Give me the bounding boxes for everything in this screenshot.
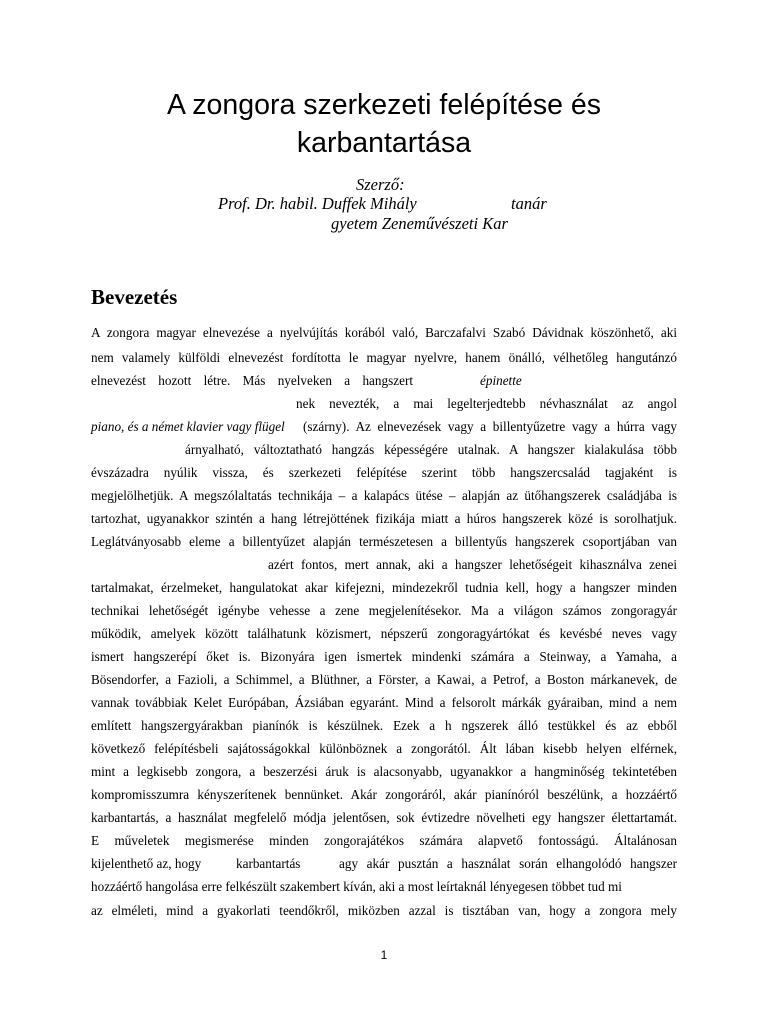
body-line: következő felépítésbeli sajátosságokkal különböznek a zongorától. Ált lában kisebb helyen elférnek, xyxy=(91,741,677,756)
title-line-2: karbantartása xyxy=(296,127,472,159)
page-number: 1 xyxy=(380,948,388,962)
body-line: tartozhat, ugyanakkor szintén a hang létrejöttének fizikája miatt a húros hangszerek közé is sorolhatjuk. xyxy=(91,511,677,526)
body-line-italic: épinette xyxy=(480,373,522,388)
body-line-part: árnyalható, változtatható hangzás képességére utalnak. A hangszer kialakulása több xyxy=(185,442,677,457)
body-line: az elméleti, mind a gyakorlati teendőkről, miközben azzal is tisztában van, hogy a zongora mely xyxy=(91,903,677,918)
body-line-part: azért fontos, mert annak, aki a hangszer lehetőségeit kihasználva zenei xyxy=(268,557,677,572)
author-role: tanár xyxy=(511,194,547,213)
body-line: tartalmakat, érzelmeket, hangulatokat akar kifejezni, mindezekről tudnia kell, hogy a hangszer minden xyxy=(91,580,677,595)
body-line-part: elnevezést hozott létre. Más nyelveken a hangszert xyxy=(91,373,413,388)
body-line: karbantartás, a használat megfelelő módja jelentősen, sok évtizedre növelheti egy hangszer élettartamát. xyxy=(91,810,677,825)
body-line: megjelölhetjük. A megszólaltatás technikája – a kalapács ütése – alapján az ütőhangszerek családjába is xyxy=(91,488,677,503)
body-line-part: karbantartás xyxy=(236,856,301,871)
body-line: ismert hangszerépí őket is. Bizonyára igen ismertek mindenki számára a Steinway, a Yamaha, a xyxy=(91,649,677,664)
body-line: E műveletek megismerése minden zongorajátékos számára alapvető fontosságú. Általánosan xyxy=(91,833,677,848)
body-line-part: kijelenthető az, hogy xyxy=(91,856,202,871)
body-line: kompromisszumra kényszerítenek bennünket. Akár zongoráról, akár pianínóról beszélünk, a hozzáértő xyxy=(91,787,677,802)
body-line: technikai lehetőségét igénybe vehesse a zene megjelenítésekor. Ma a világon számos zongoragyár xyxy=(91,603,677,618)
body-line-part: (szárny). Az elnevezések vagy a billentyűzetre vagy a húrra vagy xyxy=(303,419,677,434)
body-line: A zongora magyar elnevezése a nyelvújítás korából való, Barczafalvi Szabó Dávidnak köszönhető, aki xyxy=(91,325,677,340)
body-line: mint a legkisebb zongora, a beszerzési áruk is alacsonyabb, ugyanakkor a hangminőség tekintetében xyxy=(91,764,677,779)
body-line: Bösendorfer, a Fazioli, a Schimmel, a Blüthner, a Förster, a Kawai, a Petrof, a Boston márkanevek, de xyxy=(91,672,677,687)
section-heading: Bevezetés xyxy=(91,285,178,309)
body-line: évszázadra nyúlik vissza, és szerkezeti felépítése szerint több hangszercsalád tagjaként is xyxy=(91,465,677,480)
body-line-part: agy akár pusztán a használat során elhangolódó hangszer xyxy=(339,856,677,871)
author-affiliation: gyetem Zeneművészeti Kar xyxy=(331,214,508,233)
body-line: Leglátványosabb eleme a billentyűzet alapján természetesen a billentyűs hangszerek csoportjában van xyxy=(91,534,677,549)
author-name: Prof. Dr. habil. Duffek Mihály xyxy=(218,194,417,213)
body-line-part: nek nevezték, a mai legelterjedtebb névhasználat az angol xyxy=(296,396,677,411)
author-label: Szerző: xyxy=(356,175,405,194)
body-line: vannak továbbiak Kelet Európában, Ázsiában egyaránt. Mind a felsorolt márkák gyáraiban, mind a nem xyxy=(91,695,677,710)
body-line: említett hangszergyárakban pianínók is készülnek. Ezek a h ngszerek álló testükkel és az ebből xyxy=(91,718,677,733)
body-line-part: hozzáértő hangolása erre felkészült szakembert kíván, aki a most leírtaknál lényegesen többet tud mi xyxy=(91,879,622,894)
body-line: nem valamely külföldi elnevezést fordította le magyar nyelvre, hanem önálló, vélhetőleg hangutánzó xyxy=(91,350,677,365)
body-line-italic: piano, és a német klavier vagy flügel xyxy=(91,419,285,434)
body-line: működik, amelyek között találhatunk közismert, népszerű zongoragyártókat és kevésbé neves vagy xyxy=(91,626,677,641)
title-line-1: A zongora szerkezeti felépítése és xyxy=(166,89,602,121)
